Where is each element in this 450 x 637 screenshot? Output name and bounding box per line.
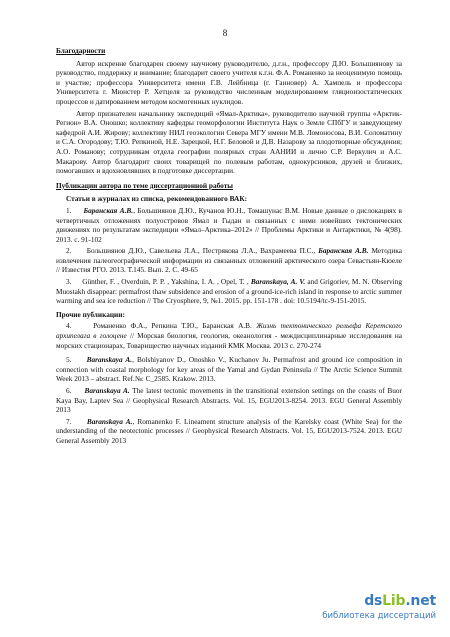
publication-text: , Большиянов Д.Ю., Кучанов Ю.Н., Томашунас В.М. Новые данные о дислокациях в четвертичных отложениях полуостровов Ямал и Гыдан и связанных с ними новейших тектонических движениях по результатам экспедиции «Ямал–Арктика–2012» // Проблемы Арктики и Антарктики, № 4(98). 2013. с. 91-102 bbox=[56, 205, 402, 244]
publication-number: 6. bbox=[66, 386, 72, 395]
publication-item bbox=[56, 277, 402, 306]
logo-ds: ds bbox=[364, 593, 383, 609]
publication-author-highlight: Baranskaya A. bbox=[86, 416, 133, 426]
publication-number: 7. bbox=[66, 416, 72, 426]
logo-lib: Lib bbox=[382, 593, 406, 609]
publication-coauthors: Романенко Ф.А., Репкина Т.Ю., Баранская А.В. bbox=[93, 321, 257, 331]
publication-number: 1. bbox=[66, 205, 72, 215]
dslib-watermark[interactable] bbox=[306, 593, 436, 627]
acknowledgments-heading: Благодарности bbox=[56, 46, 106, 55]
publication-text: , Bolshiyanov D., Onoshko V., Kuchanov Ju. Permafrost and ground ice composition in connection with coastal morphology for key areas of the Yamal and Gydan Peninsula // The Arctic Science Summit Week 2013 – abstract. Ref.№: C_2585. Krakow. 2013. bbox=[56, 355, 402, 384]
publication-item bbox=[56, 355, 402, 384]
publication-author-highlight: Baranskaya A. bbox=[86, 355, 133, 365]
publications-heading: Публикации автора по теме диссертационной работы bbox=[56, 180, 233, 190]
publication-text: Методика извлечения палеогеографической информации из связанных отложений арктического озера Севастьян-Кюеле // Известия РГО. 2013. Т.145. Вып. 2. С. 49-65 bbox=[56, 246, 402, 275]
publication-number: 4. bbox=[66, 321, 72, 331]
publication-text: The latest tectonic movements in the transitional extension settings on the coasts of Buor Kaya Bay, Laptev Sea // Geophysical Research Abstracts. Vol. 15, EGU2013-8254. 2013. EGU General Assembly 2013 bbox=[56, 386, 402, 415]
publication-author-highlight: Баранская А.В. bbox=[318, 246, 369, 256]
publication-item bbox=[56, 321, 402, 350]
publication-item bbox=[56, 417, 402, 446]
publication-number: 3. bbox=[66, 277, 72, 287]
publication-text: , Romanenko F. Lineament structure analysis of the Karelsky coast (White Sea) for the understanding of the neotectonic processes // Geophysical Research Abstracts. Vol. 15, EGU2013-7524. 2013. EGU General Assembly 2013 bbox=[56, 416, 403, 445]
publication-item bbox=[56, 386, 402, 415]
page-number: 8 bbox=[222, 28, 228, 38]
publication-coauthors: Большиянов Д.Ю., Савельева Л.А., Пестрякова Л.А., Вахрамеева П.С., bbox=[86, 246, 319, 256]
other-publications-heading: Прочие публикации: bbox=[56, 309, 125, 319]
publication-coauthors: Günther, F. , Overduin, P. P. , Yakshina, I. A. , Opel, T. , bbox=[82, 277, 251, 287]
logo-net: .net bbox=[405, 593, 436, 609]
publication-number: 2. bbox=[66, 246, 72, 256]
publication-item bbox=[56, 246, 402, 275]
publication-title-italic: Жизнь тектонического рельефа Керетского архипелага в голоцене bbox=[56, 321, 402, 341]
acknowledgments-paragraph-2: Автор признателен начальнику экспедиций «Ямал-Арктика», руководителю научной группы «Арктик-Регион» В.А. Оношко; коллективу кафедры геоморфологии Института Наук о Земле СПбГУ и заведующему кафедрой А.И. Жирову; коллективу НИЛ геоэкологии Севера МГУ имени М.В. Ломоносова, В.И. Соломатину и С.А. Огородову; Т.Ю. Репкиной, Н.Е. Зарецкой, Н.Г. Беловой и Д.В. Назарову за плодотворные обсуждения; А.О. Романову; сотрудникам отдела географии полярных стран ААНИИ и лично С.Р. Веркулич и А.С. Макарову. Автор благодарит своих товарищей по полевым работам, однокурсников, друзей и близких, помогавших и вдохновлявших в подготовке диссертации. bbox=[56, 108, 402, 176]
publication-text: // Морская биология, геология, океанология - междисциплинарные исследования на морских стационарах, Товарищество научных изданий КМК Москва. 2013 с. 270-274 bbox=[56, 331, 402, 350]
dslib-logo[interactable] bbox=[364, 593, 436, 609]
publication-number: 5. bbox=[66, 355, 72, 365]
publication-author-highlight: Баранская А.В. bbox=[83, 205, 134, 215]
vak-journals-heading: Статьи в журналах из списка, рекомендованного ВАК: bbox=[66, 194, 248, 204]
watermark-subtitle: библиотека диссертаций bbox=[322, 611, 436, 621]
publication-author-highlight: Baranskaya, A. V. bbox=[250, 277, 306, 287]
publication-item bbox=[56, 206, 402, 244]
publication-text: and Grigoriev, M. N. Observing Muostakh disappear: permafrost thaw subsidence and erosion of a ground-ice-rich island in response to arctic summer warming and sea ice reduction // The Cryosphere, 9, №1. 2015. pp. 151-178 . doi: 10.5194/tc-9-151-2015. bbox=[56, 277, 402, 306]
acknowledgments-paragraph-1: Автор искренне благодарен своему научному руководителю, д.г.н., профессору Д.Ю. Большиянову за руководство, поддержку и внимание; благодарит своего учителя к.г.н. Ф.А. Романенко за неоценимую помощь и участие; профессора Университета имени Г.В. Лейбница (г. Ганновер) А. Хампель и профессора Университета г. Мюнстер Р. Хетцеля за руководство численным моделированием гляциоизостатических процессов и датированием методом космогенных нуклидов. bbox=[56, 58, 402, 106]
publication-author-highlight: Baranskaya A. bbox=[84, 386, 130, 395]
page-content bbox=[56, 46, 402, 448]
